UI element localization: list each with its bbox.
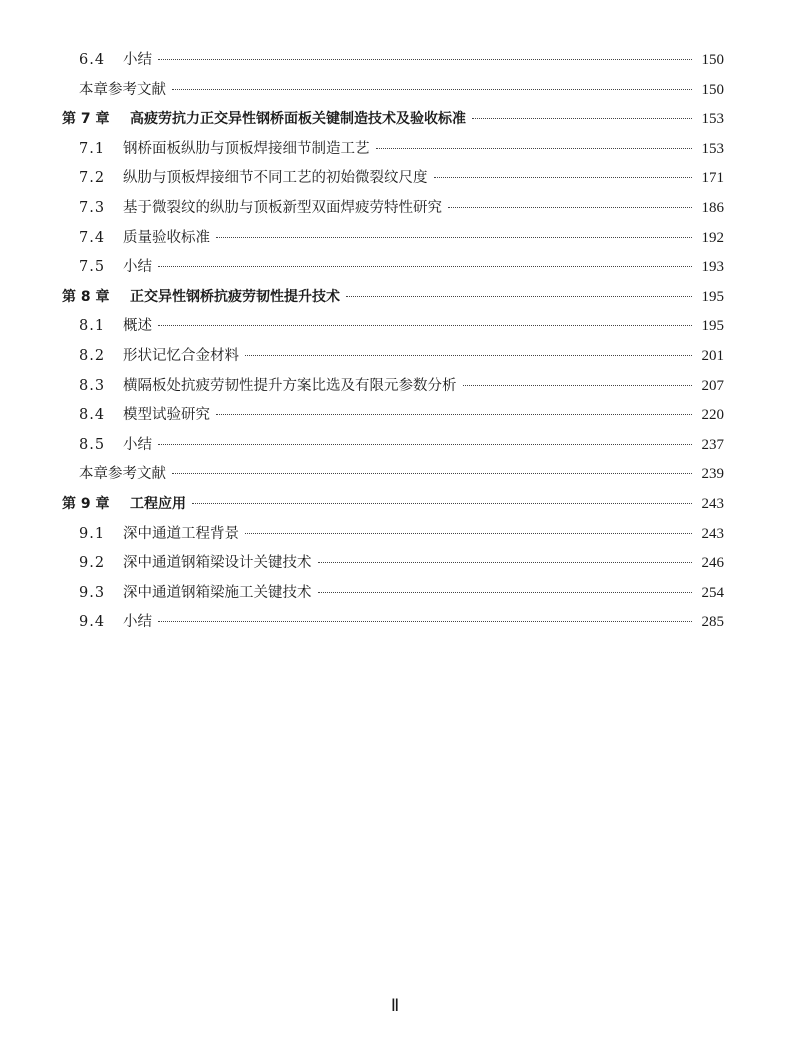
- toc-entry-number: 9.4: [79, 614, 106, 631]
- dot-leader: [318, 562, 693, 563]
- toc-entry-page: 207: [701, 377, 724, 394]
- toc-section-entry[interactable]: [62, 549, 724, 579]
- toc-entry-page: 150: [701, 52, 724, 68]
- toc-section-entry[interactable]: [62, 164, 724, 194]
- toc-references-entry[interactable]: [62, 460, 724, 490]
- toc-entry-page: 186: [701, 199, 724, 216]
- toc-section-entry[interactable]: [62, 401, 724, 431]
- dot-leader: [434, 177, 693, 178]
- dot-leader: [245, 533, 692, 534]
- toc-entry-title: 基于微裂纹的纵肋与顶板新型双面焊疲劳特性研究: [123, 199, 442, 216]
- toc-entry-title: 高疲劳抗力正交异性钢桥面板关键制造技术及验收标准: [130, 111, 466, 128]
- toc-entry-page: 150: [701, 81, 724, 98]
- toc-entry-title: 小结: [123, 614, 152, 631]
- toc-chapter-entry[interactable]: [62, 490, 724, 520]
- toc-section-entry[interactable]: [62, 608, 724, 638]
- toc-entry-number: 8.1: [79, 318, 106, 335]
- toc-entry-title: 小结: [123, 259, 152, 276]
- toc-section-entry[interactable]: [62, 253, 724, 283]
- toc-section-entry[interactable]: [62, 520, 724, 550]
- toc-entry-page: 243: [701, 495, 724, 512]
- toc-entry-number: 7.1: [79, 140, 106, 157]
- toc-chapter-entry[interactable]: [62, 283, 724, 313]
- toc-entry-number: 7.2: [79, 170, 106, 187]
- toc-chapter-entry[interactable]: [62, 105, 724, 135]
- toc-entry-title: 本章参考文献: [79, 81, 166, 98]
- dot-leader: [472, 118, 692, 119]
- toc-entry-number: 第 7 章: [62, 111, 110, 128]
- dot-leader: [158, 444, 692, 445]
- toc-entry-number: 8.5: [79, 436, 106, 453]
- toc-entry-title: 小结: [123, 436, 152, 453]
- toc-entry-title: 纵肋与顶板焊接细节不同工艺的初始微裂纹尺度: [123, 170, 428, 187]
- toc-entry-page: 153: [701, 111, 724, 128]
- toc-section-entry[interactable]: [62, 135, 724, 165]
- toc-entry-title: 本章参考文献: [79, 466, 166, 483]
- dot-leader: [158, 266, 692, 267]
- toc-entry-page: 285: [701, 614, 724, 631]
- toc-section-entry[interactable]: [62, 224, 724, 254]
- toc-entry-page: 237: [701, 436, 724, 453]
- toc-references-entry[interactable]: [62, 76, 724, 106]
- toc-section-entry[interactable]: [62, 372, 724, 402]
- toc-entry-page: 153: [701, 140, 724, 157]
- dot-leader: [158, 621, 692, 622]
- toc-entry-title: 横隔板处抗疲劳韧性提升方案比选及有限元参数分析: [123, 377, 457, 394]
- toc-entry-number: 9.1: [79, 525, 106, 542]
- table-of-contents: [62, 46, 724, 638]
- toc-entry-title: 工程应用: [130, 495, 186, 512]
- toc-entry-title: 概述: [123, 318, 152, 335]
- dot-leader: [245, 355, 692, 356]
- toc-entry-title: 深中通道钢箱梁设计关键技术: [123, 555, 312, 572]
- toc-entry-title: 正交异性钢桥抗疲劳韧性提升技术: [130, 288, 340, 305]
- toc-entry-page: 195: [701, 288, 724, 305]
- toc-entry-page: 246: [701, 555, 724, 572]
- dot-leader: [318, 592, 693, 593]
- toc-entry-title: 形状记忆合金材料: [123, 347, 239, 364]
- toc-entry-page: 192: [701, 229, 724, 246]
- toc-entry-number: 8.2: [79, 347, 106, 364]
- toc-entry-title: 钢桥面板纵肋与顶板焊接细节制造工艺: [123, 140, 370, 157]
- dot-leader: [346, 296, 692, 297]
- toc-entry-title: 模型试验研究: [123, 407, 210, 424]
- dot-leader: [216, 414, 692, 415]
- dot-leader: [376, 148, 693, 149]
- toc-section-entry[interactable]: [62, 342, 724, 372]
- toc-entry-page: 193: [701, 259, 724, 276]
- toc-entry-page: 171: [701, 170, 724, 187]
- toc-entry-page: 220: [701, 407, 724, 424]
- toc-entry-page: 239: [701, 466, 724, 483]
- dot-leader: [216, 237, 692, 238]
- toc-section-entry[interactable]: [62, 194, 724, 224]
- dot-leader: [172, 89, 692, 90]
- toc-section-entry[interactable]: [62, 46, 724, 76]
- toc-entry-title: 深中通道工程背景: [123, 525, 239, 542]
- toc-entry-page: 201: [701, 347, 724, 364]
- toc-entry-title: 小结: [123, 52, 152, 68]
- toc-entry-number: 6.4: [79, 52, 106, 68]
- toc-entry-number: 9.2: [79, 555, 106, 572]
- toc-entry-number: 7.3: [79, 199, 106, 216]
- toc-entry-page: 254: [701, 584, 724, 601]
- dot-leader: [463, 385, 693, 386]
- toc-entry-page: 243: [701, 525, 724, 542]
- toc-entry-title: 深中通道钢箱梁施工关键技术: [123, 584, 312, 601]
- toc-entry-number: 9.3: [79, 584, 106, 601]
- dot-leader: [158, 59, 692, 60]
- dot-leader: [172, 473, 692, 474]
- dot-leader: [448, 207, 692, 208]
- toc-entry-number: 第 9 章: [62, 495, 110, 512]
- page-number: Ⅱ: [390, 996, 400, 1015]
- toc-entry-number: 7.4: [79, 229, 106, 246]
- toc-entry-number: 第 8 章: [62, 288, 110, 305]
- toc-entry-page: 195: [701, 318, 724, 335]
- toc-section-entry[interactable]: [62, 579, 724, 609]
- dot-leader: [192, 503, 692, 504]
- toc-entry-number: 7.5: [79, 259, 106, 276]
- toc-entry-number: 8.3: [79, 377, 106, 394]
- toc-section-entry[interactable]: [62, 431, 724, 461]
- toc-entry-title: 质量验收标准: [123, 229, 210, 246]
- toc-section-entry[interactable]: [62, 312, 724, 342]
- dot-leader: [158, 325, 692, 326]
- toc-entry-number: 8.4: [79, 407, 106, 424]
